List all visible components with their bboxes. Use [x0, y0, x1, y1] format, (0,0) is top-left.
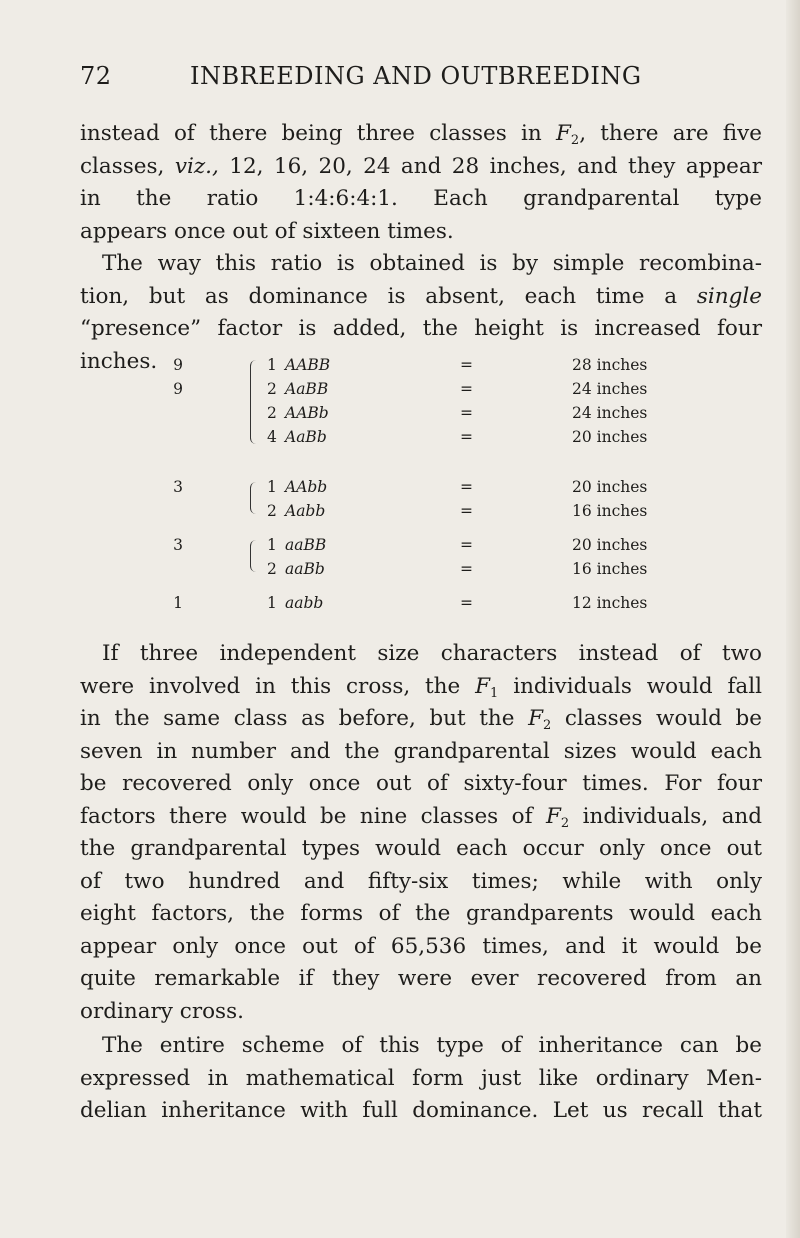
- group-count: 9: [173, 356, 183, 374]
- genotype-count: 1: [267, 536, 277, 554]
- height-value: 20 inches: [572, 536, 648, 554]
- text-line: seven in number and the grandparental sizes would each: [80, 738, 762, 764]
- group-count: 9: [173, 380, 183, 398]
- equals-sign: =: [460, 478, 473, 496]
- text-line: appear only once out of 65,536 times, and it would be: [80, 933, 762, 959]
- equals-sign: =: [460, 380, 473, 398]
- equals-sign: =: [460, 356, 473, 374]
- text-line: The way this ratio is obtained is by simple recombina-: [102, 251, 762, 276]
- text-line: be recovered only once out of sixty-four times. For four: [80, 771, 762, 796]
- table-row: [80, 428, 720, 450]
- genotype: AaBb: [285, 428, 327, 446]
- height-value: 28 inches: [572, 356, 648, 374]
- table-row: [80, 502, 720, 524]
- equals-sign: =: [460, 428, 473, 446]
- height-value: 20 inches: [572, 478, 648, 496]
- genotype-count: 1: [267, 478, 277, 496]
- page-header: [80, 62, 720, 90]
- text-line: The entire scheme of this type of inheritance can be: [102, 1033, 762, 1058]
- paragraph-3: [80, 638, 762, 1028]
- genotype: Aabb: [285, 502, 326, 520]
- genotype-count: 2: [267, 380, 277, 398]
- genotype-count: 2: [267, 404, 277, 422]
- table-row: [80, 478, 720, 500]
- group-count: 1: [173, 594, 183, 612]
- text-line: ordinary cross.: [80, 998, 244, 1024]
- group-count: 3: [173, 478, 183, 496]
- height-value: 20 inches: [572, 428, 648, 446]
- paragraph-1: [80, 118, 762, 248]
- height-value: 16 inches: [572, 560, 648, 578]
- equals-sign: =: [460, 536, 473, 554]
- text-line: were involved in this cross, the $F_1$ individuals would fall: [80, 673, 762, 701]
- text-line: quite remarkable if they were ever recovered from an: [80, 966, 762, 991]
- genotype: aaBB: [285, 536, 327, 554]
- text-line: If three independent size characters instead of two: [102, 641, 762, 666]
- text-line: appears once out of sixteen times.: [80, 218, 454, 244]
- genotype-count: 1: [267, 594, 277, 612]
- table-row: [80, 404, 720, 426]
- paragraph-4: [80, 1030, 762, 1128]
- equals-sign: =: [460, 560, 473, 578]
- genotype-count: 2: [267, 502, 277, 520]
- table-row: [80, 380, 720, 402]
- text-line: of two hundred and fifty-six times; while with only: [80, 868, 762, 894]
- height-value: 12 inches: [572, 594, 648, 612]
- genotype: aabb: [285, 594, 324, 612]
- text-line: expressed in mathematical form just like ordinary Men-: [80, 1065, 762, 1091]
- text-line: in the same class as before, but the $F_2$ classes would be: [80, 706, 762, 733]
- text-line: “presence” factor is added, the height is increased four: [80, 316, 762, 341]
- table-row: [80, 560, 720, 582]
- text-line: factors there would be nine classes of $F_2$ individuals, and: [80, 803, 763, 831]
- equals-sign: =: [460, 404, 473, 422]
- text-line: classes, viz., 12, 16, 20, 24 and 28 inches, and they appear: [80, 153, 762, 179]
- height-value: 16 inches: [572, 502, 648, 520]
- genotype: aaBb: [285, 560, 325, 578]
- height-value: 24 inches: [572, 404, 648, 422]
- text-line: eight factors, the forms of the grandparents would each: [80, 901, 762, 926]
- genotype: AABB: [285, 356, 331, 374]
- text-line: in the ratio 1:4:6:4:1. Each grandparental type: [80, 186, 762, 211]
- page-number: 72: [80, 62, 112, 90]
- page-edge: [786, 0, 800, 1238]
- equals-sign: =: [460, 502, 473, 520]
- table-row: [80, 356, 720, 378]
- text-line: delian inheritance with full dominance. Let us recall that: [80, 1098, 762, 1123]
- genotype: AABb: [285, 404, 329, 422]
- running-title: INBREEDING AND OUTBREEDING: [190, 62, 642, 90]
- table-row: [80, 594, 720, 616]
- genotype-count: 1: [267, 356, 277, 374]
- equals-sign: =: [460, 594, 473, 612]
- genotype-count: 4: [267, 428, 277, 446]
- table-row: [80, 536, 720, 558]
- genotype-count: 2: [267, 560, 277, 578]
- genotype: AAbb: [285, 478, 328, 496]
- text-line: the grandparental types would each occur only once out: [80, 836, 762, 861]
- text-line: instead of there being three classes in $F_2$, there are five: [80, 121, 763, 148]
- group-count: 3: [173, 536, 183, 554]
- genotype: AaBB: [285, 380, 329, 398]
- text-line: inches.: [80, 348, 158, 374]
- height-value: 24 inches: [572, 380, 648, 398]
- text-line: tion, but as dominance is absent, each time a single: [80, 283, 762, 309]
